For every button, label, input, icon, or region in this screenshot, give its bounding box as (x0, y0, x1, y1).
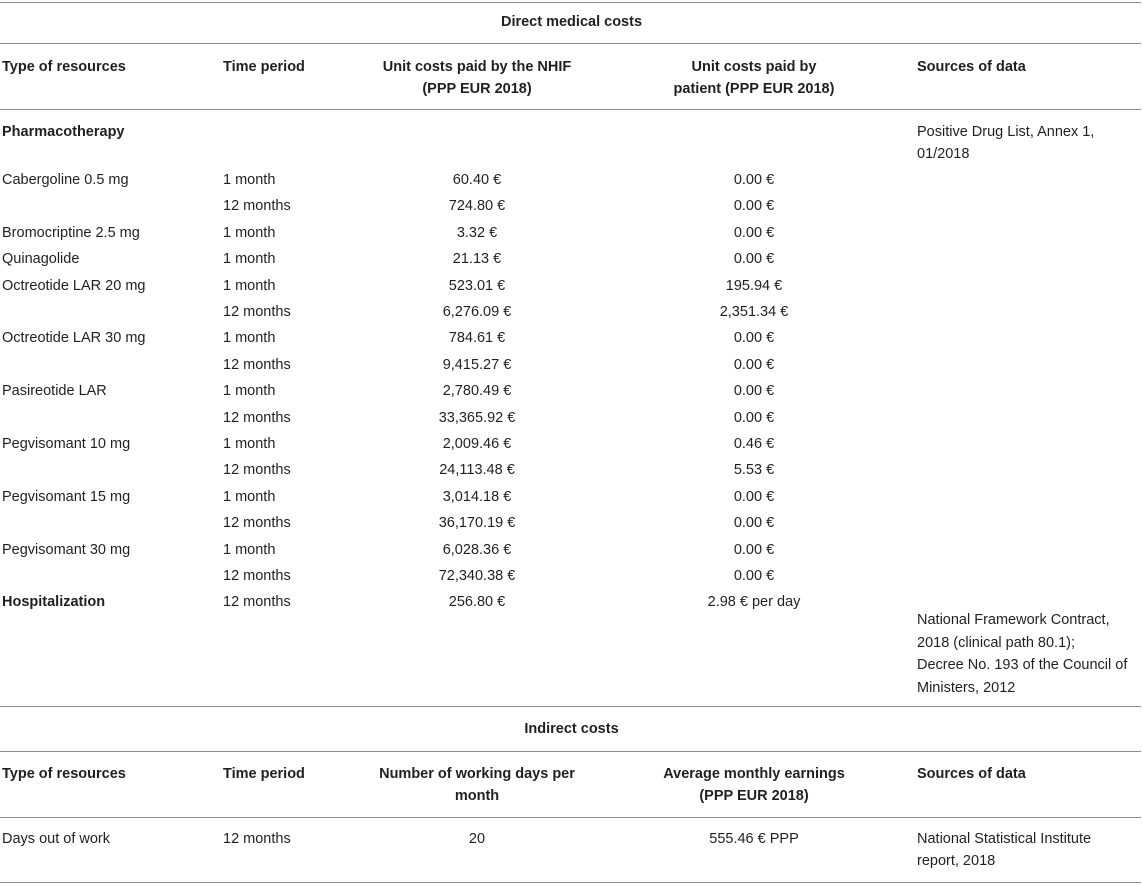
table-row-nhif-cost: 36,170.19 € (438, 515, 516, 531)
table-row-resource: Octreotide LAR 20 mg (2, 278, 146, 294)
table-row-patient-cost: 0.00 € (733, 410, 775, 426)
table-row-patient-cost: 0.00 € (733, 225, 775, 241)
section-title-direct: Direct medical costs (500, 14, 643, 30)
table-row-resource: Pegvisomant 30 mg (2, 542, 131, 558)
indirect-row-days: 20 (468, 831, 486, 847)
table-row-resource: Pasireotide LAR (2, 383, 107, 399)
section-rule (0, 751, 1141, 752)
table-row-nhif-cost: 2,780.49 € (442, 383, 512, 399)
table-row-patient-cost: 0.00 € (733, 383, 775, 399)
table-row-patient-cost: 0.00 € (733, 172, 775, 188)
indirect-row-earnings: 555.46 € PPP (709, 831, 799, 847)
table-row-nhif-cost: 9,415.27 € (442, 357, 512, 373)
table-row-patient-cost: 5.53 € (733, 462, 775, 478)
table-row-patient-cost: 0.00 € (733, 330, 775, 346)
table-row-patient-cost: 0.00 € (733, 515, 775, 531)
table-row-nhif-cost: 3.32 € (456, 225, 498, 241)
category-hospitalization: Hospitalization (2, 594, 106, 610)
table-row-nhif-cost: 6,028.36 € (442, 542, 512, 558)
table-row-patient-cost: 0.00 € (733, 568, 775, 584)
table-row-period: 1 month (223, 225, 276, 241)
source-pharmacotherapy-line2: 01/2018 (917, 146, 970, 162)
table-row-patient-cost: 0.00 € (733, 198, 775, 214)
table-row-patient-cost: 0.46 € (733, 436, 775, 452)
table-row-nhif-cost: 60.40 € (452, 172, 502, 188)
column-header-nhif-line1: Unit costs paid by the NHIF (382, 59, 572, 75)
table-row-nhif-cost: 3,014.18 € (442, 489, 512, 505)
table-row-nhif-cost: 724.80 € (448, 198, 506, 214)
indirect-row-source-line2: report, 2018 (917, 853, 996, 869)
indirect-row-source-line1: National Statistical Institute (917, 831, 1092, 847)
header-rule (0, 817, 1141, 818)
column-header-type: Type of resources (2, 59, 126, 75)
table-row-period: 1 month (223, 489, 276, 505)
table-row-patient-cost: 0.00 € (733, 251, 775, 267)
header-rule (0, 109, 1141, 110)
column-header-sources: Sources of data (917, 59, 1026, 75)
indirect-header-type: Type of resources (2, 766, 126, 782)
table-row-period: 12 months (223, 357, 291, 373)
source-hospitalization-line4: Ministers, 2012 (917, 679, 1016, 696)
table-row-period: 1 month (223, 251, 276, 267)
indirect-row-resource: Days out of work (2, 831, 110, 847)
table-row-resource: Pegvisomant 10 mg (2, 436, 131, 452)
indirect-header-earnings-line1: Average monthly earnings (663, 766, 845, 782)
hospitalization-patient-cost: 2.98 € per day (707, 594, 801, 610)
section-title-indirect: Indirect costs (524, 721, 619, 737)
table-row-patient-cost: 0.00 € (733, 489, 775, 505)
table-row-nhif-cost: 784.61 € (448, 330, 506, 346)
table-row-period: 12 months (223, 304, 291, 320)
table-row-nhif-cost: 6,276.09 € (442, 304, 512, 320)
table-row-period: 1 month (223, 172, 276, 188)
table-row-resource: Cabergoline 0.5 mg (2, 172, 129, 188)
source-hospitalization-line1: National Framework Contract, (917, 612, 1110, 628)
table-row-period: 1 month (223, 383, 276, 399)
indirect-header-earnings-line2: (PPP EUR 2018) (699, 788, 809, 804)
table-row-period: 1 month (223, 436, 276, 452)
source-hospitalization-line3: Decree No. 193 of the Council of (917, 657, 1128, 673)
column-header-patient-line2: patient (PPP EUR 2018) (673, 81, 835, 97)
table-row-period: 12 months (223, 198, 291, 214)
table-row-nhif-cost: 33,365.92 € (438, 410, 516, 426)
indirect-header-sources: Sources of data (917, 766, 1026, 782)
indirect-row-period: 12 months (223, 831, 291, 847)
table-row-patient-cost: 0.00 € (733, 357, 775, 373)
column-header-period: Time period (223, 59, 305, 75)
table-row-nhif-cost: 24,113.48 € (439, 462, 515, 478)
indirect-header-days-line2: month (454, 788, 500, 804)
table-row-nhif-cost: 2,009.46 € (442, 436, 512, 452)
indirect-header-period: Time period (223, 766, 305, 782)
table-row-patient-cost: 2,351.34 € (719, 304, 789, 320)
table-row-period: 12 months (223, 515, 291, 531)
table-row-resource: Pegvisomant 15 mg (2, 489, 131, 505)
hospitalization-nhif-cost: 256.80 € (448, 594, 506, 610)
table-row-nhif-cost: 72,340.38 € (438, 568, 516, 584)
indirect-header-days-line1: Number of working days per (379, 766, 575, 782)
column-header-nhif-line2: (PPP EUR 2018) (422, 81, 532, 97)
table-row-patient-cost: 0.00 € (733, 542, 775, 558)
table-row-period: 12 months (223, 568, 291, 584)
table-row-period: 1 month (223, 542, 276, 558)
table-row-period: 1 month (223, 330, 276, 346)
hospitalization-period: 12 months (223, 594, 291, 610)
source-pharmacotherapy-line1: Positive Drug List, Annex 1, (917, 124, 1095, 140)
table-row-period: 1 month (223, 278, 276, 294)
table-row-resource: Bromocriptine 2.5 mg (2, 225, 140, 241)
table-row-resource: Quinagolide (2, 251, 80, 267)
table-row-period: 12 months (223, 410, 291, 426)
table-row-patient-cost: 195.94 € (725, 278, 783, 294)
table-row-period: 12 months (223, 462, 291, 478)
table-bottom-rule (0, 882, 1141, 883)
source-hospitalization-line2: 2018 (clinical path 80.1); (917, 634, 1075, 651)
category-pharmacotherapy: Pharmacotherapy (2, 124, 125, 140)
table-row-nhif-cost: 523.01 € (448, 278, 506, 294)
section-rule (0, 43, 1141, 44)
table-row-nhif-cost: 21.13 € (452, 251, 502, 267)
column-header-patient-line1: Unit costs paid by (691, 59, 817, 75)
table-top-rule (0, 2, 1141, 3)
table-row-resource: Octreotide LAR 30 mg (2, 330, 146, 346)
section-rule (0, 706, 1141, 707)
